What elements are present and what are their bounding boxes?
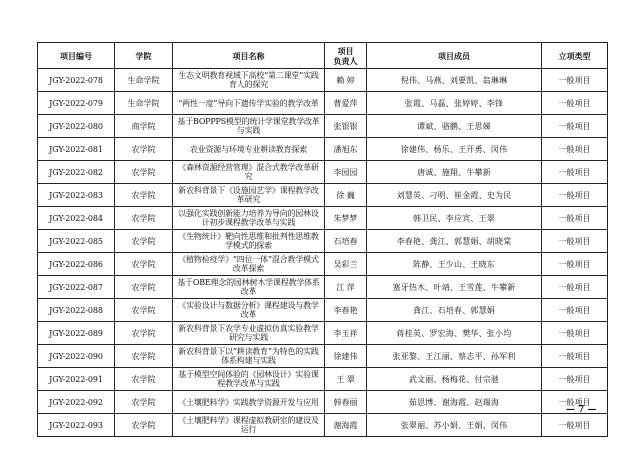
cell-code: JGY-2022-080 [38,115,115,138]
table-row [38,322,608,345]
cell-college: 农学院 [115,322,173,345]
table-row [38,138,608,161]
cell-name: 以强化实践创新能力培养为导向的园林设计初步课程教学改革与实践 [173,207,325,230]
cell-members: 李春艳、龚江、郭慧娟、胡晓棠 [367,230,542,253]
cell-code: JGY-2022-082 [38,161,115,184]
table-header-row [38,43,608,69]
table-row [38,161,608,184]
cell-members: 陈静、王少山、王晓东 [367,253,542,276]
cell-college: 农学院 [115,138,173,161]
table-row [38,391,608,414]
cell-name: 新农科背景下农学专业虚拟仿真实验教学研究与实践 [173,322,325,345]
cell-members: 徐建伟、杨乐、王开勇、闵伟 [367,138,542,161]
cell-leader: 李园园 [325,161,367,184]
header-type: 立项类型 [542,43,608,69]
cell-code: JGY-2022-081 [38,138,115,161]
table-row [38,69,608,92]
cell-code: JGY-2022-090 [38,345,115,368]
cell-type: 一般项目 [542,69,608,92]
cell-code: JGY-2022-087 [38,276,115,299]
cell-type: 一般项目 [542,299,608,322]
cell-code: JGY-2022-093 [38,414,115,437]
cell-college: 农学院 [115,276,173,299]
cell-name: 《植物检疫学》“四位一体”混合教学模式改革探索 [173,253,325,276]
cell-code: JGY-2022-086 [38,253,115,276]
cell-members: 武文丽、杨梅花、付宗驰 [367,368,542,391]
cell-members: 茹思博、谢海霞、赵瑞海 [367,391,542,414]
header-members: 项目成员 [367,43,542,69]
cell-name: 生态文明教育视域下高校“第二课堂”实践育人的探究 [173,69,325,92]
cell-type: 一般项目 [542,161,608,184]
cell-code: JGY-2022-083 [38,184,115,207]
cell-name: 《森林资源经营管理》混合式教学改革研究 [173,161,325,184]
table-body [38,69,608,437]
table-row [38,368,608,391]
cell-college: 农学院 [115,230,173,253]
table-row [38,92,608,115]
cell-leader: 徐建伟 [325,345,367,368]
cell-leader: 张银银 [325,115,367,138]
cell-type: 一般项目 [542,391,608,414]
cell-college: 农学院 [115,184,173,207]
cell-code: JGY-2022-085 [38,230,115,253]
cell-code: JGY-2022-089 [38,322,115,345]
cell-leader: 朱梦梦 [325,207,367,230]
table-row [38,276,608,299]
cell-name: 农业资源与环境专业耕读教育探索 [173,138,325,161]
cell-members: 谭斌、骆鹏、王思娣 [367,115,542,138]
cell-members: 韩卫民、李应宾、王翠 [367,207,542,230]
cell-name: 新农科背景下以“耕读教育”为特色的实践体系构建与实践 [173,345,325,368]
cell-name: 新农科背景下《设施园艺学》课程教学改革研究 [173,184,325,207]
cell-members: 张亚黎、王江丽、蔡志平、孙军利 [367,345,542,368]
cell-college: 农学院 [115,345,173,368]
cell-college: 农学院 [115,161,173,184]
cell-members: 蒋桂英、罗宏海、樊华、张小均 [367,322,542,345]
cell-leader: 李玉祥 [325,322,367,345]
cell-leader: 谢海霞 [325,414,367,437]
cell-name: 《土壤肥料学》课程虚拟教研室的建设及运行 [173,414,325,437]
cell-type: 一般项目 [542,207,608,230]
cell-leader: 赖 婷 [325,69,367,92]
cell-code: JGY-2022-092 [38,391,115,414]
cell-leader: 韩春丽 [325,391,367,414]
cell-college: 农学院 [115,391,173,414]
cell-type: 一般项目 [542,322,608,345]
cell-type: 一般项目 [542,92,608,115]
cell-college: 生命学院 [115,69,173,92]
cell-code: JGY-2022-084 [38,207,115,230]
cell-college: 农学院 [115,253,173,276]
cell-college: 农学院 [115,414,173,437]
cell-code: JGY-2022-079 [38,92,115,115]
table-row [38,345,608,368]
cell-leader: 石培春 [325,230,367,253]
cell-type: 一般项目 [542,115,608,138]
cell-name: 《实验设计与数据分析》课程建设与教学改革 [173,299,325,322]
cell-name: “两性一度”导向下遗传学实验的教学改革 [173,92,325,115]
cell-type: 一般项目 [542,184,608,207]
table-row [38,414,608,437]
cell-leader: 吴彩兰 [325,253,367,276]
table-row [38,253,608,276]
cell-type: 一般项目 [542,253,608,276]
page-number: — 7 — [566,405,597,415]
cell-code: JGY-2022-078 [38,69,115,92]
table-row [38,184,608,207]
cell-members: 唐诚、施翔、牛攀新 [367,161,542,184]
cell-leader: 曹爱萍 [325,92,367,115]
cell-members: 倪伟、马燕、刘要凯、翁琳琳 [367,69,542,92]
cell-leader: 江 萍 [325,276,367,299]
cell-name: 基于BOPPPS模型的统计学课堂教学改革与实践 [173,115,325,138]
cell-college: 生命学院 [115,92,173,115]
cell-type: 一般项目 [542,414,608,437]
cell-college: 商学院 [115,115,173,138]
header-name: 项目名称 [173,43,325,69]
cell-college: 农学院 [115,299,173,322]
cell-name: 《生物统计》靶向性思维和批判性思维教学模式的探索 [173,230,325,253]
cell-leader: 王 翠 [325,368,367,391]
cell-code: JGY-2022-088 [38,299,115,322]
cell-members: 塞牙热木、叶靖、王雪莲、牛攀新 [367,276,542,299]
table-row [38,230,608,253]
table-row [38,115,608,138]
cell-type: 一般项目 [542,138,608,161]
cell-college: 农学院 [115,368,173,391]
cell-leader: 潘旭东 [325,138,367,161]
cell-college: 农学院 [115,207,173,230]
cell-type: 一般项目 [542,230,608,253]
cell-leader: 李春艳 [325,299,367,322]
cell-code: JGY-2022-091 [38,368,115,391]
table-row [38,299,608,322]
cell-members: 刘慧英、刁明、崔金霞、史为民 [367,184,542,207]
cell-members: 张霞、马磊、张婷婷、李锋 [367,92,542,115]
header-leader: 项目 负责人 [325,43,367,69]
header-code: 项目编号 [38,43,115,69]
cell-type: 一般项目 [542,345,608,368]
projects-table [37,42,608,437]
cell-type: 一般项目 [542,368,608,391]
cell-name: 《土壤肥料学》实践教学资源开发与应用 [173,391,325,414]
cell-name: 基于模型空间体验的《园林设计》实验课程教学改革与实践 [173,368,325,391]
cell-leader: 徐 巍 [325,184,367,207]
cell-members: 龚江、石培春、郭慧娟 [367,299,542,322]
cell-type: 一般项目 [542,276,608,299]
cell-name: 基于OBE理念的园林树木学课程教学体系改革 [173,276,325,299]
cell-members: 张翠丽、苏小娟、王娟、闵伟 [367,414,542,437]
table-row [38,207,608,230]
header-college: 学院 [115,43,173,69]
